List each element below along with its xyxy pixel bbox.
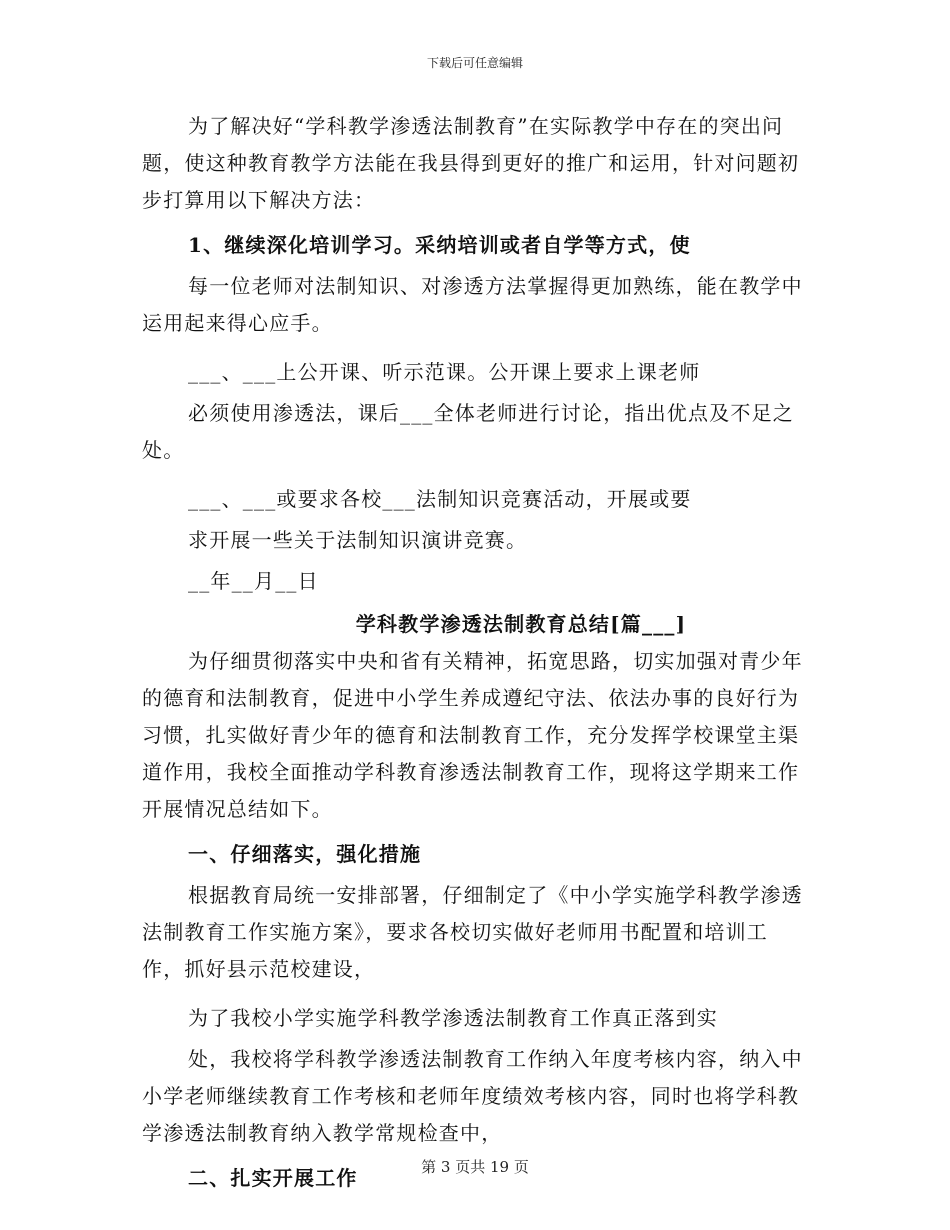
- item-2-body: 必须使用渗透法，课后___全体老师进行讨论，指出优点及不足之处。: [142, 401, 794, 462]
- document-body: [142, 108, 810, 1197]
- page-footer: 第 3 页共 19 页: [421, 1158, 529, 1176]
- section-title: 学科教学渗透法制教育总结[篇___]: [355, 612, 687, 636]
- item-3-body: 求开展一些关于法制知识演讲竞赛。: [188, 528, 528, 552]
- item-3-line: ___、___或要求各校___法制知识竞赛活动，开展或要: [188, 487, 692, 511]
- date-line: __年__月__日: [188, 569, 319, 593]
- heading-two: 二、扎实开展工作: [188, 1166, 358, 1190]
- paragraph-implementation: 为了我校小学实施学科教学渗透法制教育工作真正落到实: [188, 1006, 718, 1030]
- item-1-heading: 1、继续深化培训学习。采纳培训或者自学等方式，使: [188, 233, 691, 257]
- item-1-body: 每一位老师对法制知识、对渗透方法掌握得更加熟练，能在教学中运用起来得心应手。: [142, 274, 803, 335]
- summary-paragraph: 为仔细贯彻落实中央和省有关精神，拓宽思路，切实加强对青少年的德育和法制教育，促进中小学生养成遵纪守法、依法办事的良好行为习惯，扎实做好青少年的德育和法制教育工作，充分发挥学校课堂主渠道作用，我校全面推动学科教育渗透法制教育工作，现将这学期来工作开展情况总结如下。: [142, 649, 803, 821]
- heading-one: 一、仔细落实，强化措施: [188, 842, 422, 866]
- page-header: 下载后可任意编辑: [426, 56, 523, 70]
- paragraph-intro: 为了解决好“学科教学渗透法制教育”在实际教学中存在的突出问题，使这种教育教学方法能在我县得到更好的推广和运用，针对问题初步打算用以下解决方法：: [142, 114, 800, 212]
- paragraph-assessment: 处，我校将学科教学渗透法制教育工作纳入年度考核内容，纳入中小学老师继续教育工作考核和老师年度绩效考核内容，同时也将学科教学渗透法制教育纳入教学常规检查中，: [142, 1047, 803, 1145]
- item-2-line: ___、___上公开课、听示范课。公开课上要求上课老师: [188, 360, 701, 384]
- heading-one-body: 根据教育局统一安排部署，仔细制定了《中小学实施学科教学渗透法制教育工作实施方案》，要求各校切实做好老师用书配置和培训工作，抓好县示范校建设，: [142, 883, 803, 981]
